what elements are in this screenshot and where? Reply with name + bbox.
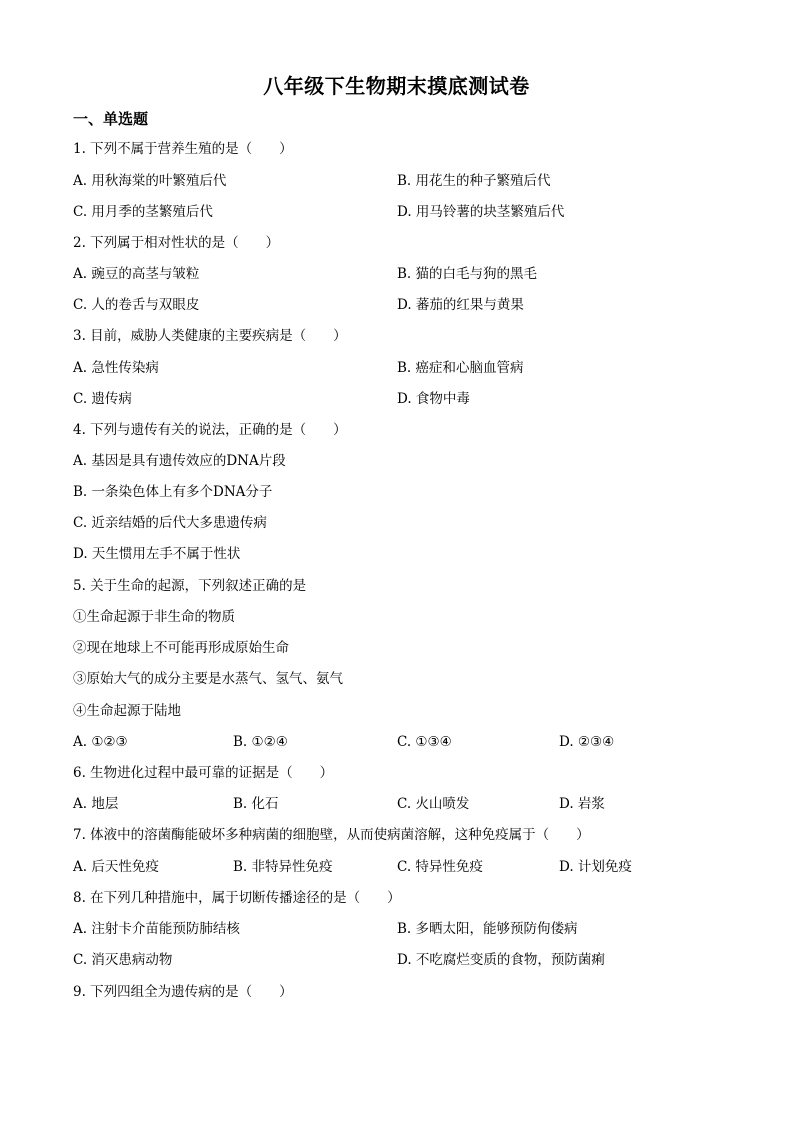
question-8-option-b: B. 多晒太阳，能够预防佝偻病 <box>397 921 578 937</box>
question-1-option-b: B. 用花生的种子繁殖后代 <box>397 173 551 189</box>
question-5-option-a: A. ①②③ <box>73 734 128 750</box>
question-8-option-d: D. 不吃腐烂变质的食物，预防菌痢 <box>397 952 605 968</box>
question-2-option-a: A. 豌豆的高茎与皱粒 <box>73 266 200 282</box>
question-5-statement-3: ③原始大气的成分主要是水蒸气、氢气、氨气 <box>73 671 343 687</box>
question-7-option-c: C. 特异性免疫 <box>397 859 483 875</box>
question-2-option-b: B. 猫的白毛与狗的黑毛 <box>397 266 538 282</box>
page-title: 八年级下生物期末摸底测试卷 <box>263 74 530 98</box>
question-5-option-b: B. ①②④ <box>233 734 288 750</box>
question-1-stem: 1. 下列不属于营养生殖的是（ ） <box>73 141 293 157</box>
question-5-statement-4: ④生命起源于陆地 <box>73 703 181 719</box>
question-1-option-c: C. 用月季的茎繁殖后代 <box>73 204 213 220</box>
question-8-option-a: A. 注射卡介苗能预防肺结核 <box>73 921 240 937</box>
question-8-option-c: C. 消灭患病动物 <box>73 952 173 968</box>
question-2-option-d: D. 蕃茄的红果与黄果 <box>397 297 524 313</box>
question-5-stem: 5. 关于生命的起源，下列叙述正确的是 <box>73 578 307 594</box>
question-5-option-d: D. ②③④ <box>559 734 615 750</box>
question-4-option-d: D. 天生惯用左手不属于性状 <box>73 546 241 562</box>
question-5-statement-1: ①生命起源于非生命的物质 <box>73 609 235 625</box>
question-4-option-b: B. 一条染色体上有多个DNA分子 <box>73 484 273 500</box>
question-7-option-d: D. 计划免疫 <box>559 859 632 875</box>
question-4-option-a: A. 基因是具有遗传效应的DNA片段 <box>73 453 286 469</box>
question-6-option-c: C. 火山喷发 <box>397 796 470 812</box>
question-6-option-b: B. 化石 <box>233 796 279 812</box>
question-4-option-c: C. 近亲结婚的后代大多患遗传病 <box>73 515 267 531</box>
question-3-option-a: A. 急性传染病 <box>73 360 159 376</box>
question-3-option-b: B. 癌症和心脑血管病 <box>397 360 524 376</box>
question-3-option-c: C. 遗传病 <box>73 391 132 407</box>
question-7-option-a: A. 后天性免疫 <box>73 859 159 875</box>
question-2-stem: 2. 下列属于相对性状的是（ ） <box>73 235 280 251</box>
question-3-stem: 3. 目前，威胁人类健康的主要疾病是（ ） <box>73 328 347 344</box>
question-5-statement-2: ②现在地球上不可能再形成原始生命 <box>73 640 289 656</box>
question-3-option-d: D. 食物中毒 <box>397 391 470 407</box>
question-7-option-b: B. 非特异性免疫 <box>233 859 333 875</box>
question-6-option-a: A. 地层 <box>73 796 119 812</box>
question-4-stem: 4. 下列与遗传有关的说法，正确的是（ ） <box>73 422 347 438</box>
question-8-stem: 8. 在下列几种措施中，属于切断传播途径的是（ ） <box>73 890 401 906</box>
question-5-option-c: C. ①③④ <box>397 734 452 750</box>
question-1-option-a: A. 用秋海棠的叶繁殖后代 <box>73 173 227 189</box>
question-6-option-d: D. 岩浆 <box>559 796 605 812</box>
question-1-option-d: D. 用马铃薯的块茎繁殖后代 <box>397 204 565 220</box>
section-heading: 一、单选题 <box>73 110 149 128</box>
question-7-stem: 7. 体液中的溶菌酶能破坏多种病菌的细胞壁，从而使病菌溶解，这种免疫属于（ ） <box>73 827 590 843</box>
question-2-option-c: C. 人的卷舌与双眼皮 <box>73 297 200 313</box>
question-6-stem: 6. 生物进化过程中最可靠的证据是（ ） <box>73 765 334 781</box>
question-9-stem: 9. 下列四组全为遗传病的是（ ） <box>73 984 293 1000</box>
